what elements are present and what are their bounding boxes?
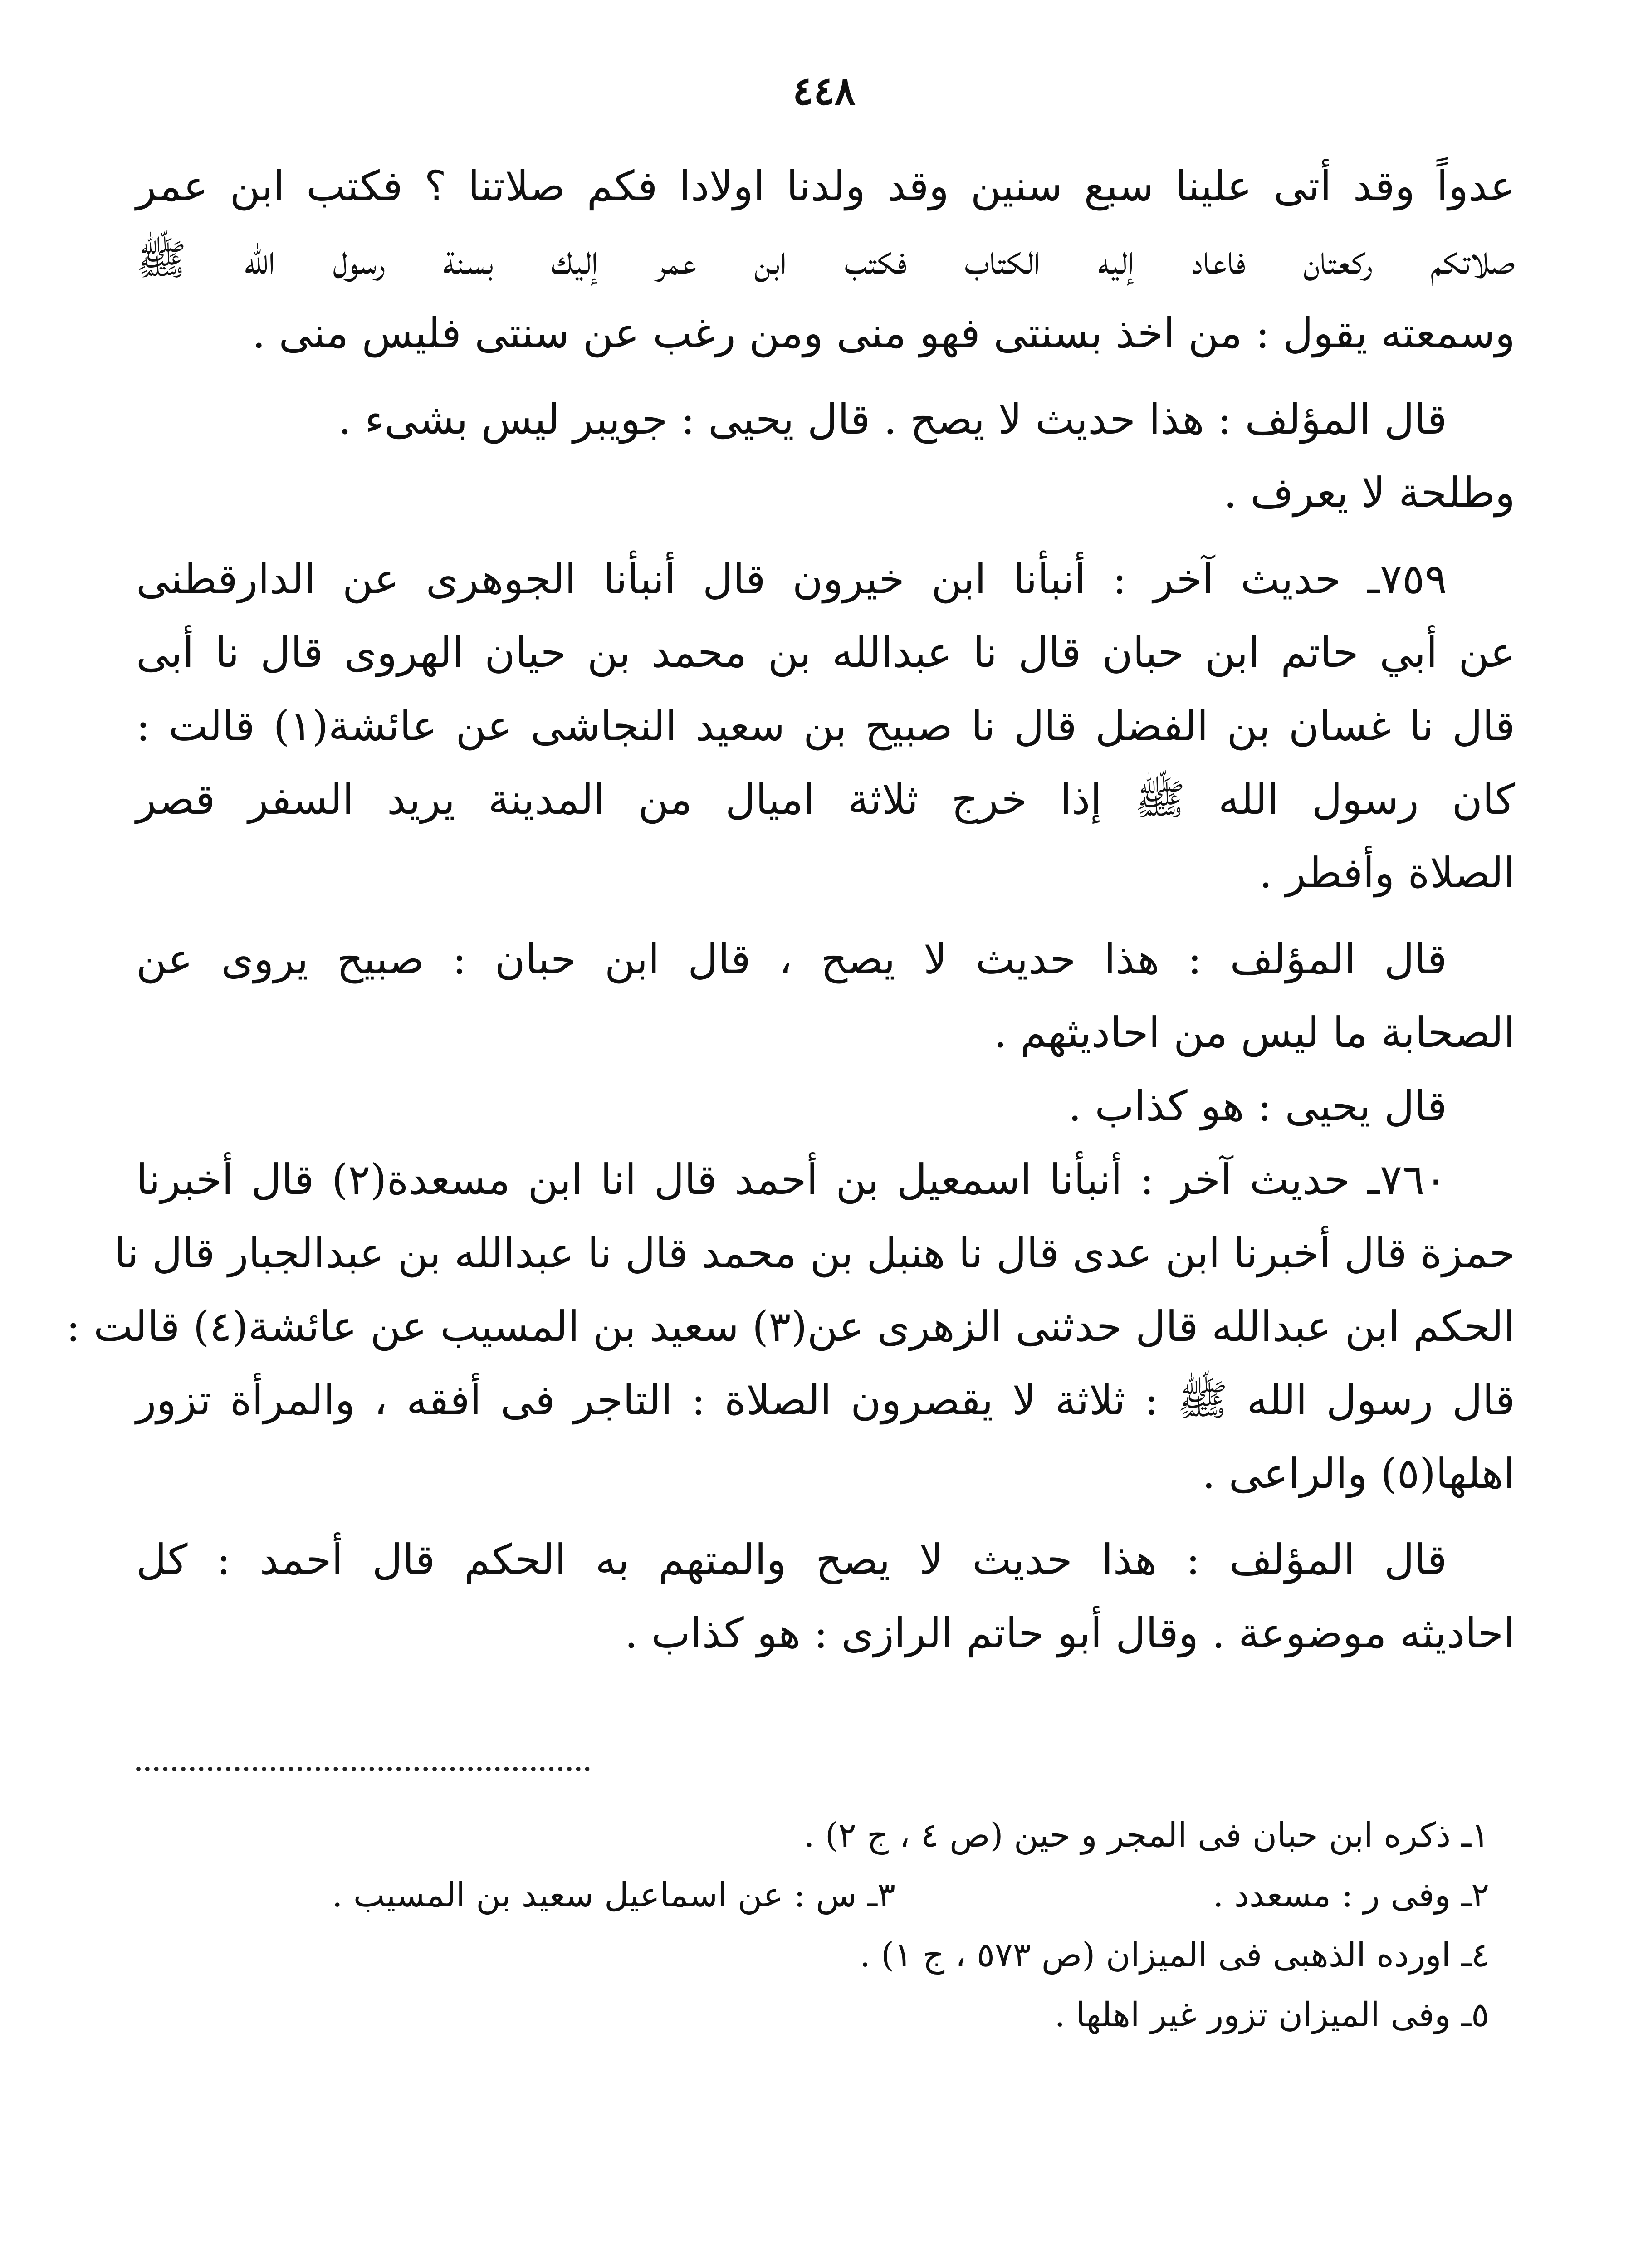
text-line: ٧٥٩ـ حديث آخر : أنبأنا ابن خيرون قال أنبأنا الجوهرى عن الدارقطنى [136, 555, 1447, 603]
body-text [66, 150, 1516, 1670]
text-line: صلاتكم ركعتان فاعاد إليه الكتاب فكتب ابن عمر إليك بسنة رسول الله ﷺ [136, 235, 1515, 284]
text-line: وطلحة لا يعرف . [1223, 469, 1515, 517]
text-line: احاديثه موضوعة . وقال أبو حاتم الرازى : هو كذاب . [624, 1609, 1515, 1657]
text-line: الصلاة وأفطر . [1259, 849, 1515, 897]
footnote-2: ٢ـ وفى ر : مسعدد . [1213, 1876, 1489, 1915]
text-line: قال المؤلف : هذا حديث لا يصح ، قال ابن حبان : صبيح يروى عن [136, 935, 1447, 983]
text-line: قال يحيى : هو كذاب . [1068, 1082, 1447, 1130]
footnote-1: ١ـ ذكره ابن حبان فى المجر و حين (ص ٤ ، ج ٢) . [803, 1816, 1489, 1855]
text-line: عدواً وقد أتى علينا سبع سنين وقد ولدنا اولادا فكم صلاتنا ؟ فكتب ابن عمر [136, 162, 1515, 210]
text-line: عن أبي حاتم ابن حبان قال نا عبدالله بن محمد بن حيان الهروى قال نا أبى [136, 628, 1516, 677]
text-line: الحكم ابن عبدالله قال حدثنى الزهرى عن(٣) سعيد بن المسيب عن عائشة(٤) قالت : [66, 1302, 1515, 1351]
footnote-divider [136, 1767, 590, 1771]
page-number: ٤٤٨ [792, 68, 856, 114]
footnote-4: ٤ـ اورده الذهبى فى الميزان (ص ٥٧٣ ، ج ١) . [860, 1936, 1489, 1975]
text-line: حمزة قال أخبرنا ابن عدى قال نا هنبل بن محمد قال نا عبدالله بن عبدالجبار قال نا [114, 1229, 1515, 1277]
footnotes [174, 1805, 1489, 2045]
footnote-3: ٣ـ س : عن اسماعيل سعيد بن المسيب . [332, 1876, 895, 1915]
text-line: قال نا غسان بن الفضل قال نا صبيح بن سعيد النجاشى عن عائشة(١) قالت : [136, 702, 1515, 750]
footnote-row [174, 1865, 1489, 1925]
text-line: الصحابة ما ليس من احاديثهم . [993, 1008, 1515, 1057]
footnote-5: ٥ـ وفى الميزان تزور غير اهلها . [1054, 1995, 1489, 2034]
text-line: قال المؤلف : هذا حديث لا يصح . قال يحيى : جويبر ليس بشىء . [338, 395, 1447, 444]
text-line: قال رسول الله ﷺ : ثلاثة لا يقصرون الصلاة : التاجر فى أفقه ، والمرأة تزور [136, 1376, 1515, 1424]
text-line: قال المؤلف : هذا حديث لا يصح والمتهم به الحكم قال أحمد : كل [136, 1535, 1447, 1584]
text-line: وسمعته يقول : من اخذ بسنتى فهو منى ومن رغب عن سنتى فليس منى . [252, 309, 1515, 357]
text-line: ٧٦٠ـ حديث آخر : أنبأنا اسمعيل بن أحمد قال انا ابن مسعدة(٢) قال أخبرنا [136, 1155, 1447, 1204]
text-line: كان رسول الله ﷺ إذا خرج ثلاثة اميال من المدينة يريد السفر قصر [136, 775, 1515, 824]
text-line: اهلها(٥) والراعى . [1202, 1449, 1515, 1498]
